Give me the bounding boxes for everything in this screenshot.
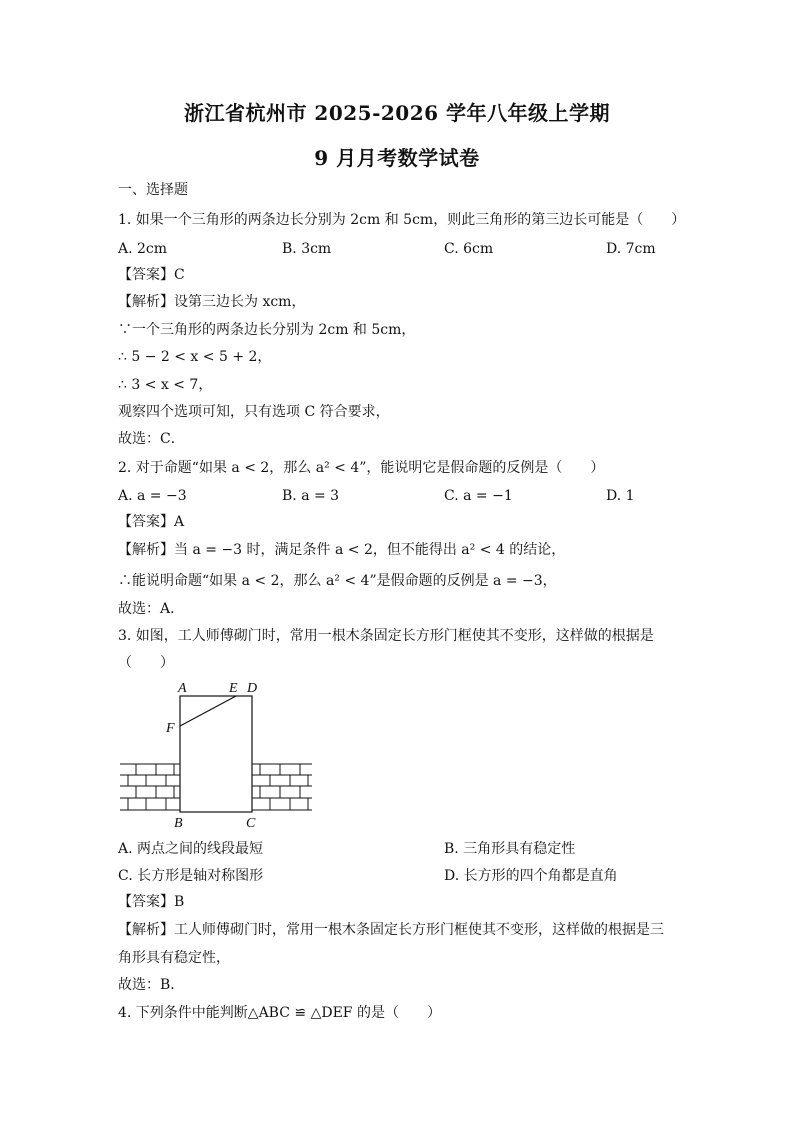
q3-option-c: C. 长方形是轴对称图形 xyxy=(118,868,264,884)
q3-stem-line2: （ ） xyxy=(118,655,174,671)
q1-analysis-line: ∴ 3 < x < 7， xyxy=(118,377,213,393)
right-brick-wall xyxy=(252,764,312,810)
q3-analysis-line: 【解析】工人师傅砌门时，常用一根木条固定长方形门框使其不变形，这样做的根据是三 xyxy=(118,922,664,938)
q2-analysis-line: 故选：A． xyxy=(118,601,185,617)
q1-stem: 1. 如果一个三角形的两条边长分别为 2cm 和 5cm，则此三角形的第三边长可能是（ ） xyxy=(118,212,686,228)
exam-title-line2: 9 月月考数学试卷 xyxy=(314,146,480,170)
q1-option-d: D. 7cm xyxy=(606,241,656,257)
q1-analysis-line: 故选：C． xyxy=(118,431,185,447)
q1-option-b: B. 3cm xyxy=(282,241,332,257)
label-d: D xyxy=(247,681,258,696)
q2-option-a: A. a = −3 xyxy=(118,488,187,504)
exam-title-line1: 浙江省杭州市 2025-2026 学年八年级上学期 xyxy=(183,101,611,125)
q3-option-b: B. 三角形具有稳定性 xyxy=(444,841,576,857)
q3-option-d: D. 长方形的四个角都是直角 xyxy=(444,868,618,884)
q3-option-a: A. 两点之间的线段最短 xyxy=(118,841,264,857)
q2-stem: 2. 对于命题“如果 a < 2，那么 a² < 4”，能说明它是假命题的反例是（ ） xyxy=(118,460,605,476)
q1-analysis-line: ∴ 5 − 2 < x < 5 + 2， xyxy=(118,349,272,365)
q3-stem-line1: 3. 如图，工人师傅砌门时，常用一根木条固定长方形门框使其不变形，这样做的根据是 xyxy=(118,628,654,644)
q1-option-a: A. 2cm xyxy=(118,241,168,257)
label-a: A xyxy=(178,681,187,696)
q1-analysis-line: 观察四个选项可知，只有选项 C 符合要求， xyxy=(118,404,390,420)
q3-analysis-line: 故选：B． xyxy=(118,977,185,993)
section-heading: 一、选择题 xyxy=(118,182,188,198)
label-b: B xyxy=(174,816,183,830)
door-frame-rectangle xyxy=(180,696,252,812)
left-brick-wall xyxy=(120,764,180,810)
q3-answer: 【答案】B xyxy=(118,894,185,910)
q2-option-b: B. a = 3 xyxy=(282,488,340,504)
q1-analysis-line: ∵一个三角形的两条边长分别为 2cm 和 5cm， xyxy=(118,322,416,338)
q1-analysis-line: 【解析】设第三边长为 xcm， xyxy=(118,294,306,310)
q4-stem: 4. 下列条件中能判断△ABC ≌ △DEF 的是（ ） xyxy=(118,1005,441,1021)
label-c: C xyxy=(246,816,256,830)
q1-option-c: C. 6cm xyxy=(444,241,494,257)
q2-option-c: C. a = −1 xyxy=(444,488,513,504)
label-f: F xyxy=(166,721,175,736)
q2-analysis-line: ∴能说明命题“如果 a < 2，那么 a² < 4”是假命题的反例是 a = −3， xyxy=(118,573,557,589)
door-frame-figure xyxy=(118,678,318,830)
q2-analysis-line: 【解析】当 a = −3 时，满足条件 a < 2，但不能得出 a² < 4 的结论， xyxy=(118,542,566,558)
q2-answer: 【答案】A xyxy=(118,514,185,530)
q2-option-d: D. 1 xyxy=(606,488,635,504)
q3-analysis-line: 角形具有稳定性， xyxy=(118,950,230,966)
q1-answer: 【答案】C xyxy=(118,267,185,283)
label-e: E xyxy=(229,681,238,696)
